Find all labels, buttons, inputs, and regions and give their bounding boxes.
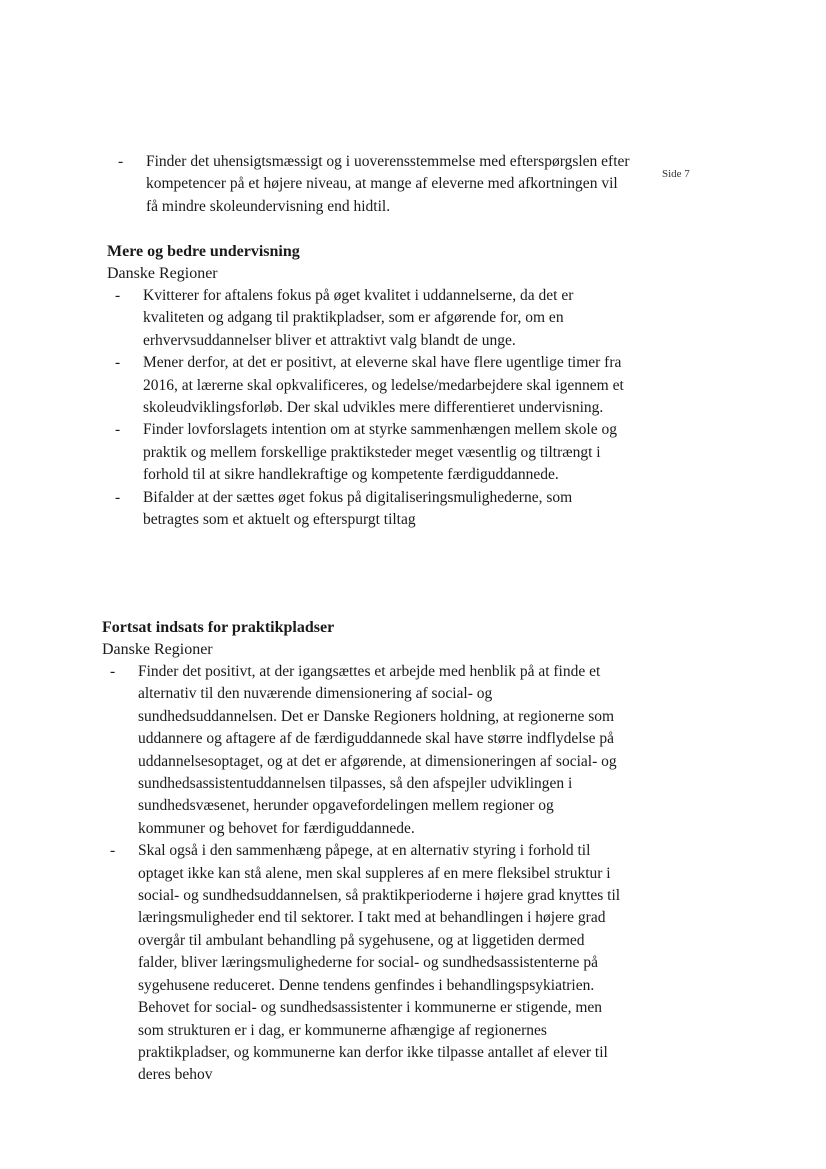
organization-name: Danske Regioner bbox=[102, 641, 213, 658]
intro-section bbox=[110, 151, 630, 218]
section-heading: Fortsat indsats for praktikpladser bbox=[102, 619, 335, 636]
organization-name: Danske Regioner bbox=[107, 265, 218, 282]
list-item: - Kvitterer for aftalens fokus på øget kvalitet i uddannelserne, da det er kvaliteten og adgang til praktikpladser, som er afgørende for, om en erhvervsuddannelser bliver et attraktivt valg blandt de unge. bbox=[107, 285, 627, 352]
list-item: - Finder det uhensigtsmæssigt og i uoverensstemmelse med efterspørgslen efter kompetencer på et højere niveau, at mange af eleverne med afkortningen vil få mindre skoleundervisning end hidtil. bbox=[110, 151, 630, 218]
list-item: - Skal også i den sammenhæng påpege, at en alternativ styring i forhold til optaget ikke kan stå alene, men skal suppleres af en mere fleksibel struktur i social- og sundhedsuddannelsen, så praktikperioderne i højere grad knyttes til læringsmuligheder end til sektorer. I takt med at behandlingen i højere grad overgår til ambulant behandling på sygehusene, og at liggetiden dermed falder, bliver læringsmulighederne for social- og sundhedsassistenterne på sygehusene reduceret. Denne tendens genfindes i behandlingspsykiatrien. Behovet for social- og sundhedsassistenter i kommunerne er stigende, men som strukturen er i dag, er kommunerne afhængige af regionernes praktikpladser, og kommunerne kan derfor ikke tilpasse antallet af elever til deres behov bbox=[102, 840, 622, 1086]
intro-bullet-list bbox=[110, 151, 630, 218]
list-item: - Finder lovforslagets intention om at styrke sammenhængen mellem skole og praktik og mellem forskellige praktiksteder meget væsentlig og tiltrængt i forhold til at sikre handlekraftige og kompetente færdiguddannede. bbox=[107, 419, 627, 486]
section-fortsat-indsats-for-praktikpladser bbox=[102, 617, 622, 1087]
list-item: - Mener derfor, at det er positivt, at eleverne skal have flere ugentlige timer fra 2016, at lærerne skal opkvalificeres, og ledelse/medarbejdere skal igennem et skoleudviklingsforløb. Der skal udvikles mere differentieret undervisning. bbox=[107, 352, 627, 419]
page-number: Side 7 bbox=[662, 168, 690, 180]
section-heading: Mere og bedre undervisning bbox=[107, 243, 300, 260]
section-mere-og-bedre-undervisning bbox=[107, 241, 627, 531]
list-item: - Bifalder at der sættes øget fokus på digitaliseringsmulighederne, som betragtes som et aktuelt og efterspurgt tiltag bbox=[107, 487, 627, 532]
bullet-list bbox=[102, 661, 622, 1087]
list-item: - Finder det positivt, at der igangsættes et arbejde med henblik på at finde et alternativ til den nuværende dimensionering af social- og sundhedsuddannelsen. Det er Danske Regioners holdning, at regionerne som uddannere og aftagere af de færdiguddannede skal have større indflydelse på uddannelsesoptaget, og at det er afgørende, at dimensioneringen af social- og sundhedsassistentuddannelsen tilpasses, så den afspejler udviklingen i sundhedsvæsenet, herunder opgavefordelingen mellem regioner og kommuner og behovet for færdiguddannede. bbox=[102, 661, 622, 840]
bullet-list bbox=[107, 285, 627, 531]
